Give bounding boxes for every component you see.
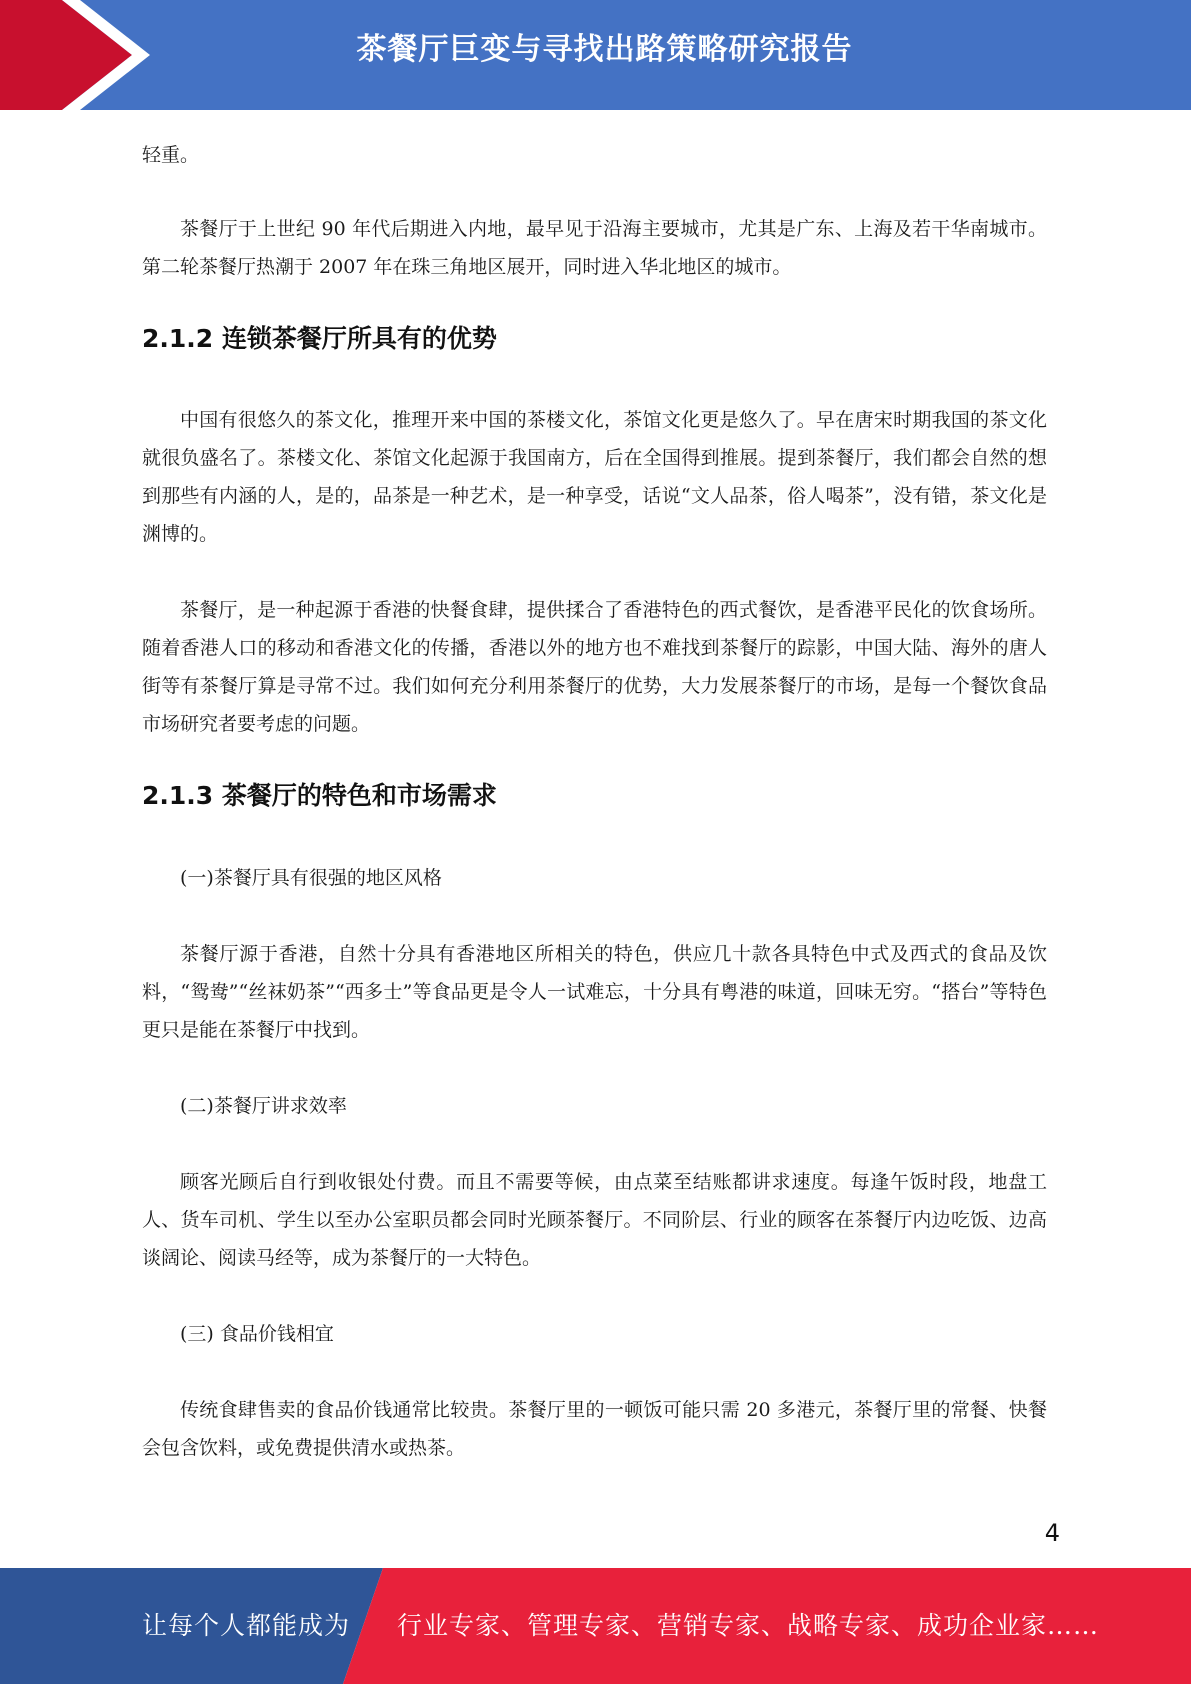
page-footer bbox=[0, 1568, 1191, 1684]
footer-slogan-right: 行业专家、管理专家、营销专家、战略专家、成功企业家…… bbox=[397, 1611, 1100, 1640]
subheading-regional-style: (一)茶餐厅具有很强的地区风格 bbox=[180, 867, 442, 889]
paragraph-regional-style: 茶餐厅源于香港，自然十分具有香港地区所相关的特色，供应几十款各具特色中式及西式的食品及饮料，“鸳鸯”“丝袜奶茶”“西多士”等食品更是令人一试难忘，十分具有粤港的味道，回味无穷。“搭台”等特色更只是能在茶餐厅中找到。 bbox=[142, 943, 1047, 1041]
paragraph-tea-culture: 中国有很悠久的茶文化，推理开来中国的茶楼文化，茶馆文化更是悠久了。早在唐宋时期我国的茶文化就很负盛名了。茶楼文化、茶馆文化起源于我国南方，后在全国得到推展。提到茶餐厅，我们都会自然的想到那些有内涵的人，是的，品茶是一种艺术，是一种享受，话说“文人品茶，俗人喝茶”，没有错，茶文化是渊博的。 bbox=[142, 409, 1047, 545]
section-heading-2-1-3: 2.1.3 茶餐厅的特色和市场需求 bbox=[142, 781, 497, 810]
subheading-efficiency: (二)茶餐厅讲求效率 bbox=[180, 1095, 347, 1117]
section-heading-2-1-2: 2.1.2 连锁茶餐厅所具有的优势 bbox=[142, 324, 497, 353]
page-number: 4 bbox=[1044, 1519, 1060, 1547]
page-header bbox=[0, 0, 1191, 110]
footer-slogan-left: 让每个人都能成为 bbox=[142, 1611, 351, 1640]
paragraph-affordable-price: 传统食肆售卖的食品价钱通常比较贵。茶餐厅里的一顿饭可能只需 20 多港元，茶餐厅里的常餐、快餐会包含饮料，或免费提供清水或热茶。 bbox=[142, 1399, 1047, 1459]
paragraph-cha-chaan-teng-origin: 茶餐厅，是一种起源于香港的快餐食肆，提供揉合了香港特色的西式餐饮，是香港平民化的饮食场所。随着香港人口的移动和香港文化的传播，香港以外的地方也不难找到茶餐厅的踪影，中国大陆、海外的唐人街等有茶餐厅算是寻常不过。我们如何充分利用茶餐厅的优势，大力发展茶餐厅的市场，是每一个餐饮食品市场研究者要考虑的问题。 bbox=[142, 599, 1047, 735]
continuation-text: 轻重。 bbox=[142, 144, 200, 166]
paragraph-intro: 茶餐厅于上世纪 90 年代后期进入内地，最早见于沿海主要城市，尤其是广东、上海及若干华南城市。第二轮茶餐厅热潮于 2007 年在珠三角地区展开，同时进入华北地区的城市。 bbox=[142, 218, 1047, 278]
paragraph-efficiency: 顾客光顾后自行到收银处付费。而且不需要等候，由点菜至结账都讲求速度。每逢午饭时段，地盘工人、货车司机、学生以至办公室职员都会同时光顾茶餐厅。不同阶层、行业的顾客在茶餐厅内边吃饭、边高谈阔论、阅读马经等，成为茶餐厅的一大特色。 bbox=[142, 1171, 1047, 1269]
subheading-affordable-price: (三) 食品价钱相宜 bbox=[180, 1323, 334, 1345]
document-title: 茶餐厅巨变与寻找出路策略研究报告 bbox=[356, 32, 853, 67]
